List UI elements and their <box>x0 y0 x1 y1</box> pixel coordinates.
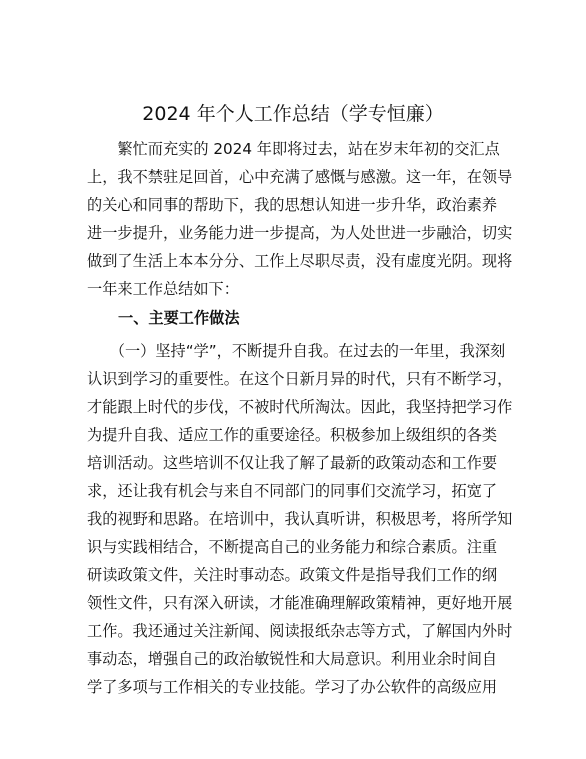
paragraph-line: 上，我不禁驻足回首，心中充满了感慨与感激。这一年，在领导 <box>87 168 513 186</box>
paragraph-line: 繁忙而充实的 2024 年即将过去，站在岁末年初的交汇点 <box>87 140 500 158</box>
paragraph-line: 事动态，增强自己的政治敏锐性和大局意识。利用业余时间自 <box>87 650 498 668</box>
paragraph-line: 的关心和同事的帮助下，我的思想认知进一步升华，政治素养 <box>87 196 498 214</box>
paragraph-line: 学了多项与工作相关的专业技能。学习了办公软件的高级应用 <box>87 678 498 696</box>
paragraph-line: 求，还让我有机会与来自不同部门的同事们交流学习，拓宽了 <box>87 482 498 500</box>
paragraph-line: （一）坚持“学”，不断提升自我。在过去的一年里，我深刻 <box>87 342 506 360</box>
paragraph-line: 做到了生活上本本分分、工作上尽职尽责，没有虚度光阴。现将 <box>87 252 513 270</box>
paragraph-line: 认识到学习的重要性。在这个日新月异的时代，只有不断学习， <box>87 370 513 388</box>
document-title: 2024 年个人工作总结（学专恒廉） <box>142 103 444 125</box>
paragraph-line: 进一步提升，业务能力进一步提高，为人处世进一步融洽，切实 <box>87 224 513 242</box>
paragraph-line: 研读政策文件，关注时事动态。政策文件是指导我们工作的纲 <box>87 566 498 584</box>
paragraph-line: 工作。我还通过关注新闻、阅读报纸杂志等方式，了解国内外时 <box>87 622 513 640</box>
paragraph-line: 我的视野和思路。在培训中，我认真听讲，积极思考，将所学知 <box>87 510 513 528</box>
paragraph-line: 培训活动。这些培训不仅让我了解了最新的政策动态和工作要 <box>87 454 498 472</box>
section-heading: 一、主要工作做法 <box>118 309 240 327</box>
paragraph-line: 为提升自我、适应工作的重要途径。积极参加上级组织的各类 <box>87 426 498 444</box>
paragraph-line: 领性文件，只有深入研读，才能准确理解政策精神，更好地开展 <box>87 594 513 612</box>
paragraph-line: 识与实践相结合，不断提高自己的业务能力和综合素质。注重 <box>87 538 498 556</box>
paragraph-line: 才能跟上时代的步伐，不被时代所淘汰。因此，我坚持把学习作 <box>87 398 513 416</box>
paragraph-line: 一年来工作总结如下： <box>87 280 239 298</box>
